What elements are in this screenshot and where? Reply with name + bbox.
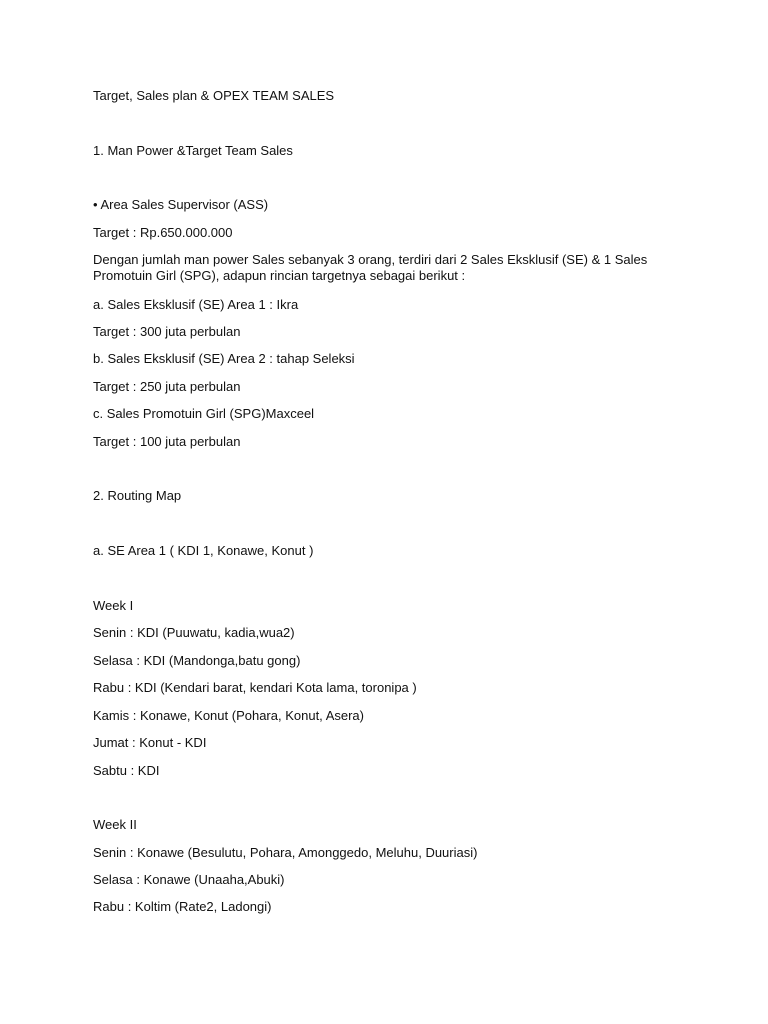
section-1-heading: 1. Man Power &Target Team Sales [93, 143, 293, 158]
schedule-day: Selasa : Konawe (Unaaha,Abuki) [93, 872, 285, 887]
sales-item-label: c. Sales Promotuin Girl (SPG)Maxceel [93, 406, 315, 421]
schedule-day: Jumat : Konut - KDI [93, 735, 207, 750]
schedule-day: Rabu : Koltim (Rate2, Ladongi) [93, 899, 272, 914]
week-2-label: Week II [93, 817, 137, 832]
area-heading: a. SE Area 1 ( KDI 1, Konawe, Konut ) [93, 543, 314, 558]
manpower-description: Dengan jumlah man power Sales sebanyak 3 orang, terdiri dari 2 Sales Eksklusif (SE) & 1 Sales Promotuin Girl (SPG), adapun rincian targetnya sebagai berikut : [93, 252, 648, 283]
schedule-day: Senin : Konawe (Besulutu, Pohara, Amonggedo, Meluhu, Duuriasi) [93, 845, 478, 860]
sales-item-label: b. Sales Eksklusif (SE) Area 2 : tahap Seleksi [93, 351, 355, 366]
schedule-day: Kamis : Konawe, Konut (Pohara, Konut, Asera) [93, 708, 364, 723]
sales-item-label: a. Sales Eksklusif (SE) Area 1 : Ikra [93, 297, 299, 312]
supervisor-target: Target : Rp.650.000.000 [93, 225, 233, 240]
schedule-day: Selasa : KDI (Mandonga,batu gong) [93, 653, 301, 668]
supervisor-bullet: • Area Sales Supervisor (ASS) [93, 197, 269, 212]
sales-item-target: Target : 250 juta perbulan [93, 379, 241, 394]
schedule-day: Rabu : KDI (Kendari barat, kendari Kota lama, toronipa ) [93, 680, 417, 695]
week-1-label: Week I [93, 598, 134, 613]
schedule-day: Sabtu : KDI [93, 763, 160, 778]
sales-item-target: Target : 100 juta perbulan [93, 434, 241, 449]
section-2-heading: 2. Routing Map [93, 488, 182, 503]
schedule-day: Senin : KDI (Puuwatu, kadia,wua2) [93, 625, 295, 640]
document-title: Target, Sales plan & OPEX TEAM SALES [93, 88, 335, 103]
sales-item-target: Target : 300 juta perbulan [93, 324, 241, 339]
